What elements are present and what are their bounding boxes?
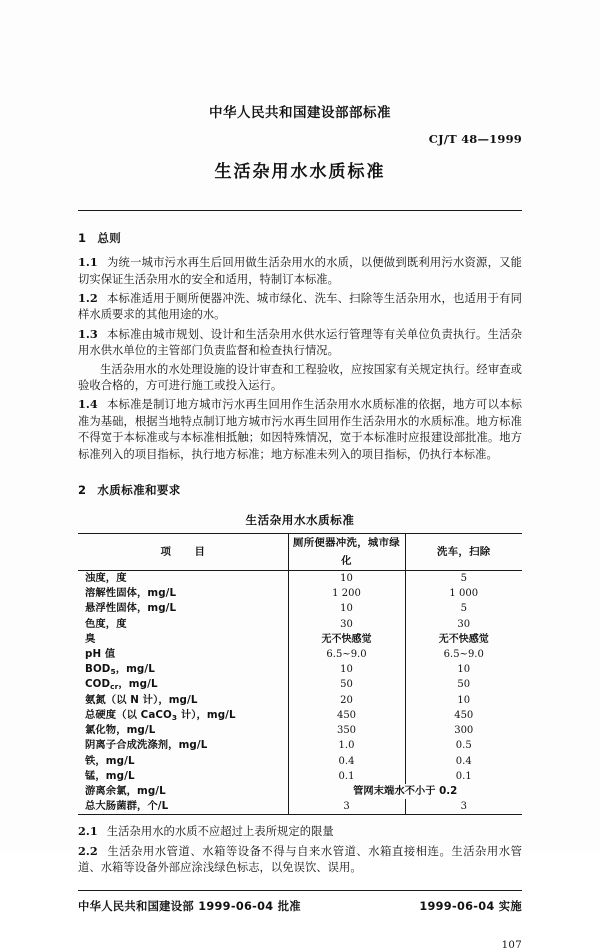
table-cell-value-toilet-greening: 10 [288, 571, 405, 587]
table-cell-merged-value: 管网末端水不小于 0.2 [288, 784, 522, 799]
paragraph-2-1 [78, 823, 522, 840]
table-body [78, 571, 522, 815]
table-row [78, 708, 522, 723]
table-cell-value-toilet-greening: 1 200 [288, 586, 405, 601]
table-row [78, 723, 522, 738]
table-cell-value-carwash-sweeping: 450 [405, 708, 522, 723]
section-heading-1 [78, 230, 522, 246]
page-content [78, 0, 522, 951]
paragraph-2-2 [78, 843, 522, 877]
table-cell-value-carwash-sweeping: 0.4 [405, 754, 522, 769]
paragraph-number-1-4: 1.4 [78, 397, 98, 412]
column-header-carwash-sweeping: 洗车，扫除 [405, 534, 522, 571]
footer-divider [78, 890, 522, 891]
column-header-item: 项 目 [78, 534, 288, 571]
section-title-2: 水质标准和要求 [97, 483, 181, 498]
footer-approval: 中华人民共和国建设部 1999-06-04 批准 [78, 899, 301, 913]
paragraph-1-1 [78, 254, 522, 288]
table-row [78, 693, 522, 708]
table-cell-item: 铁，mg/L [85, 754, 135, 767]
table-cell-value-carwash-sweeping: 6.5~9.0 [405, 647, 522, 662]
table-cell-value-toilet-greening: 20 [288, 693, 405, 708]
table-row [78, 769, 522, 784]
paragraph-text-1-2: 本标准适用于厕所便器冲洗、城市绿化、洗车、扫除等生活杂用水，也适用于有同样水质要求的其他用途的水。 [78, 292, 522, 322]
table-cell-item: 游离余氯，mg/L [85, 784, 166, 797]
section-heading-2 [78, 482, 522, 498]
table-cell-item: $BOD_5$，mg/L [85, 663, 155, 677]
table-cell-value-carwash-sweeping: 30 [405, 617, 522, 632]
table-cell-value-toilet-greening: 350 [288, 723, 405, 738]
table-cell-value-carwash-sweeping: 无不快感觉 [405, 632, 522, 647]
table-cell-value-carwash-sweeping: 0.1 [405, 769, 522, 784]
table-cell-item: 臭 [85, 632, 96, 645]
paragraph-1-3-continued [78, 362, 522, 395]
table-cell-value-toilet-greening: 10 [288, 662, 405, 677]
table-cell-value-carwash-sweeping: 5 [405, 601, 522, 616]
table-cell-value-toilet-greening: 3 [288, 799, 405, 815]
table-row [78, 647, 522, 662]
table-row [78, 571, 522, 587]
table-cell-item: 悬浮性固体，mg/L [85, 602, 177, 615]
paragraph-text-2-1: 生活杂用水的水质不应超过上表所规定的限量 [106, 825, 334, 839]
paragraph-text-2-2: 生活杂用水管道、水箱等设备不得与自来水管道、水箱直接相连。生活杂用水管道、水箱等设备外部应涂浅绿色标志，以免误饮、误用。 [78, 844, 522, 875]
paragraph-number-2-1: 2.1 [78, 824, 98, 839]
paragraph-text-1-4: 本标准是制订地方城市污水再生回用作生活杂用水水质标准的依据，地方可以本标准为基础，根据当地特点制订地方城市污水再生回用作生活杂用水的水质标准。地方标准不得宽于本标准或与本标准相抵触；如因特殊情况，宽于本标准时应报建设部批准。地方标准列入的项目指标，执行地方标准；地方标准未列入的项目指标，仍执行本标准。 [78, 398, 522, 461]
table-cell-value-toilet-greening: 10 [288, 601, 405, 616]
table-row [78, 738, 522, 753]
table-row [78, 617, 522, 632]
table-cell-item: 总硬度（以 CaCO$_3$ 计），mg/L [85, 708, 236, 722]
table-row [78, 677, 522, 692]
issuer-line: 中华人民共和国建设部部标准 [209, 105, 391, 121]
table-cell-item: 氨氮（以 N 计），mg/L [85, 693, 198, 706]
table-cell-item: 总大肠菌群，个/L [78, 799, 288, 815]
water-quality-table [78, 533, 522, 815]
table-row [78, 799, 522, 815]
table-cell-value-toilet-greening: 6.5~9.0 [288, 647, 405, 662]
table-cell-value-carwash-sweeping: 10 [405, 662, 522, 677]
table-cell-item: 阴离子合成洗涤剂，mg/L [85, 739, 208, 752]
table-cell-value-toilet-greening: 450 [288, 708, 405, 723]
section-number-1: 1 [78, 231, 87, 246]
paragraph-number-1-3: 1.3 [78, 326, 98, 341]
paragraph-1-3 [78, 326, 522, 360]
table-cell-item: 锰，mg/L [85, 769, 135, 782]
paragraph-1-4 [78, 396, 522, 463]
table-cell-value-toilet-greening: 50 [288, 677, 405, 692]
table-row [78, 601, 522, 616]
table-cell-value-carwash-sweeping: 3 [405, 799, 522, 815]
table-cell-item: 溶解性固体，mg/L [85, 587, 177, 600]
table-cell-value-toilet-greening: 1.0 [288, 738, 405, 753]
header-divider [78, 210, 522, 211]
table-cell-item: 色度，度 [85, 617, 127, 630]
column-header-toilet-greening: 厕所便器冲洗，城市绿化 [288, 534, 405, 571]
paragraph-1-2 [78, 290, 522, 324]
table-cell-value-carwash-sweeping: 0.5 [405, 738, 522, 753]
table-cell-item: $COD_{cr}$，mg/L [85, 678, 158, 692]
table-cell-value-toilet-greening: 无不快感觉 [288, 632, 405, 647]
paragraph-number-1-2: 1.2 [78, 291, 98, 305]
paragraph-text-1-3: 本标准由城市规划、设计和生活杂用水供水运行管理等有关单位负责执行。生活杂用水供水单位的主管部门负责监督和检查执行情况。 [78, 327, 522, 358]
table-row [78, 754, 522, 769]
table-row [78, 586, 522, 601]
table-cell-value-toilet-greening: 0.4 [288, 754, 405, 769]
page-number: 107 [501, 939, 522, 951]
table-cell-item: pH 值 [85, 648, 116, 661]
table-cell-value-carwash-sweeping: 1 000 [405, 586, 522, 601]
paragraph-text-1-3-continued: 生活杂用水的水处理设施的设计审查和工程验收，应按国家有关规定执行。经审查或验收合格的，方可进行施工或投入运行。 [78, 362, 522, 393]
paragraph-text-1-1: 为统一城市污水再生后回用做生活杂用水的水质，以便做到既利用污水资源，又能切实保证生活杂用水的安全和适用，特制订本标准。 [78, 256, 522, 286]
footer-row [78, 898, 522, 914]
paragraph-number-1-1: 1.1 [78, 255, 98, 270]
table-cell-value-carwash-sweeping: 5 [405, 571, 522, 587]
footer-effective: 1999-06-04 实施 [419, 899, 522, 913]
table-row [78, 784, 522, 799]
table-row [78, 662, 522, 677]
table-cell-value-carwash-sweeping: 10 [405, 693, 522, 708]
table-cell-value-carwash-sweeping: 300 [405, 723, 522, 738]
table-caption: 生活杂用水水质标准 [245, 513, 355, 528]
table-cell-item: 氯化物，mg/L [85, 724, 156, 737]
table-cell-value-carwash-sweeping: 50 [405, 677, 522, 692]
section-title-1: 总则 [97, 231, 122, 246]
document-title: 生活杂用水水质标准 [214, 162, 386, 183]
table-header-row [78, 534, 522, 571]
standard-number: CJ/T 48—1999 [428, 132, 522, 147]
table-cell-item: 浊度，度 [85, 572, 127, 585]
paragraph-number-2-2: 2.2 [78, 843, 98, 858]
table-cell-value-toilet-greening: 30 [288, 617, 405, 632]
table-row [78, 632, 522, 647]
table-cell-value-toilet-greening: 0.1 [288, 769, 405, 784]
section-number-2: 2 [78, 483, 87, 498]
